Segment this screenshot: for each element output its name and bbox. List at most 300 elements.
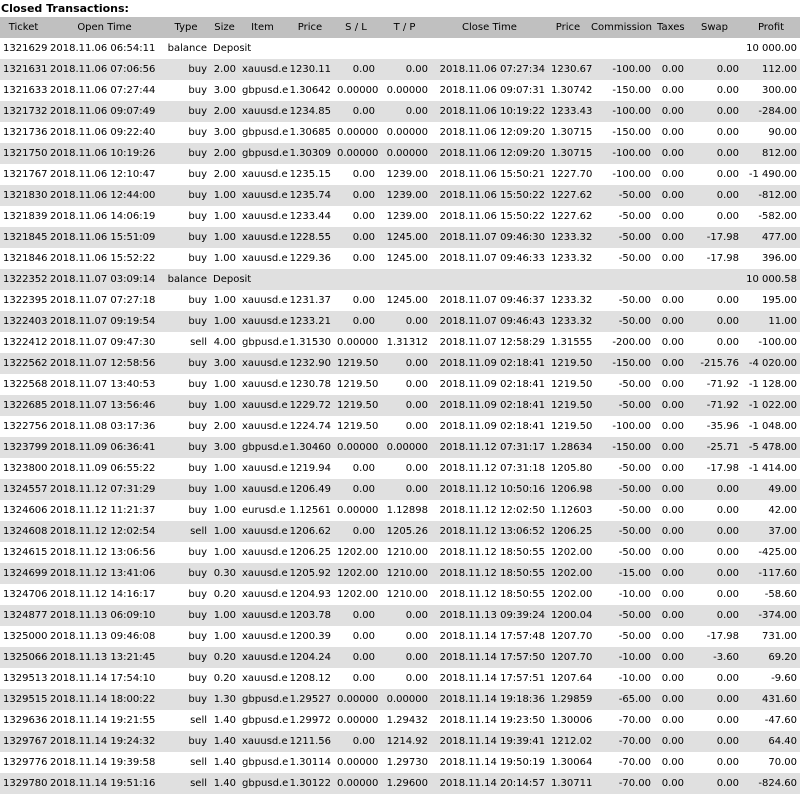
taxes-cell: 0.00: [654, 164, 687, 185]
table-row: [0, 584, 800, 605]
swap-cell: 0.00: [687, 311, 742, 332]
tp-cell: 0.00: [378, 374, 431, 395]
item-cell: gbpusd.e: [239, 437, 286, 458]
item-cell: xauusd.e: [239, 416, 286, 437]
open-time-cell: 2018.11.12 11:21:37: [47, 500, 162, 521]
price-cell: 1211.56: [286, 731, 334, 752]
swap-cell: -3.60: [687, 647, 742, 668]
close-time-cell: 2018.11.07 09:46:30: [431, 227, 548, 248]
profit-cell: -9.60: [742, 668, 800, 689]
tp-cell: 1239.00: [378, 206, 431, 227]
ticket-cell: 1322562: [0, 353, 47, 374]
item-cell: gbpusd.e: [239, 710, 286, 731]
type-cell: buy: [162, 290, 210, 311]
swap-cell: 0.00: [687, 59, 742, 80]
swap-cell: 0.00: [687, 521, 742, 542]
sl-cell: 0.00: [334, 101, 378, 122]
close-time-cell: 2018.11.12 10:50:16: [431, 479, 548, 500]
swap-cell: 0.00: [687, 479, 742, 500]
profit-cell: 112.00: [742, 59, 800, 80]
table-row: [0, 290, 800, 311]
price-cell: 1219.94: [286, 458, 334, 479]
table-header-row: [0, 17, 800, 38]
open-time-cell: 2018.11.06 12:10:47: [47, 164, 162, 185]
column-header-type: Type: [162, 17, 210, 38]
profit-cell: 64.40: [742, 731, 800, 752]
size-cell: 1.00: [210, 311, 239, 332]
item-cell: xauusd.e: [239, 731, 286, 752]
profit-cell: 11.00: [742, 311, 800, 332]
open-time-cell: 2018.11.07 13:40:53: [47, 374, 162, 395]
profit-cell: 49.00: [742, 479, 800, 500]
close-price-cell: 1.30064: [548, 752, 588, 773]
close-price-cell: 1207.64: [548, 668, 588, 689]
sl-cell: 0.00000: [334, 710, 378, 731]
table-row: [0, 332, 800, 353]
taxes-cell: 0.00: [654, 185, 687, 206]
swap-cell: 0.00: [687, 563, 742, 584]
close-price-cell: 1.31555: [548, 332, 588, 353]
commission-cell: -50.00: [588, 479, 654, 500]
price-cell: 1206.49: [286, 479, 334, 500]
price-cell: 1229.36: [286, 248, 334, 269]
open-time-cell: 2018.11.14 19:24:32: [47, 731, 162, 752]
taxes-cell: 0.00: [654, 731, 687, 752]
size-cell: 2.00: [210, 101, 239, 122]
close-time-cell: 2018.11.13 09:39:24: [431, 605, 548, 626]
taxes-cell: 0.00: [654, 458, 687, 479]
commission-cell: -50.00: [588, 521, 654, 542]
close-price-cell: 1202.00: [548, 563, 588, 584]
table-row: [0, 395, 800, 416]
item-cell: xauusd.e: [239, 605, 286, 626]
sl-cell: 0.00: [334, 248, 378, 269]
type-cell: buy: [162, 311, 210, 332]
swap-cell: 0.00: [687, 206, 742, 227]
type-cell: buy: [162, 458, 210, 479]
item-cell: gbpusd.e: [239, 773, 286, 794]
tp-cell: 0.00: [378, 59, 431, 80]
table-row: [0, 101, 800, 122]
close-price-cell: 1202.00: [548, 584, 588, 605]
ticket-cell: 1324608: [0, 521, 47, 542]
commission-cell: -50.00: [588, 395, 654, 416]
profit-cell: 300.00: [742, 80, 800, 101]
item-cell: xauusd.e: [239, 248, 286, 269]
open-time-cell: 2018.11.06 09:07:49: [47, 101, 162, 122]
profit-cell: -117.60: [742, 563, 800, 584]
sl-cell: 1202.00: [334, 542, 378, 563]
size-cell: 1.00: [210, 542, 239, 563]
taxes-cell: 0.00: [654, 584, 687, 605]
sl-cell: 0.00000: [334, 143, 378, 164]
open-time-cell: 2018.11.13 09:46:08: [47, 626, 162, 647]
size-cell: 1.40: [210, 731, 239, 752]
swap-cell: -25.71: [687, 437, 742, 458]
close-price-cell: 1205.80: [548, 458, 588, 479]
commission-cell: -50.00: [588, 458, 654, 479]
item-cell: xauusd.e: [239, 647, 286, 668]
ticket-cell: 1321767: [0, 164, 47, 185]
close-time-cell: 2018.11.14 17:57:51: [431, 668, 548, 689]
commission-cell: -50.00: [588, 626, 654, 647]
type-cell: sell: [162, 773, 210, 794]
profit-cell: -4 020.00: [742, 353, 800, 374]
close-price-cell: 1227.62: [548, 185, 588, 206]
profit-cell: -284.00: [742, 101, 800, 122]
ticket-cell: 1321736: [0, 122, 47, 143]
open-time-cell: 2018.11.06 15:51:09: [47, 227, 162, 248]
column-header-sl: S / L: [334, 17, 378, 38]
type-cell: buy: [162, 479, 210, 500]
swap-cell: -17.98: [687, 227, 742, 248]
taxes-cell: 0.00: [654, 353, 687, 374]
taxes-cell: 0.00: [654, 668, 687, 689]
table-row: [0, 689, 800, 710]
close-time-cell: 2018.11.14 17:57:48: [431, 626, 548, 647]
swap-cell: -35.96: [687, 416, 742, 437]
price-cell: 1235.15: [286, 164, 334, 185]
type-cell: buy: [162, 500, 210, 521]
price-cell: 1203.78: [286, 605, 334, 626]
ticket-cell: 1324699: [0, 563, 47, 584]
close-time-cell: 2018.11.06 09:07:31: [431, 80, 548, 101]
taxes-cell: 0.00: [654, 521, 687, 542]
sl-cell: 0.00: [334, 626, 378, 647]
close-price-cell: 1233.32: [548, 290, 588, 311]
ticket-cell: 1324706: [0, 584, 47, 605]
table-row: [0, 668, 800, 689]
swap-cell: 0.00: [687, 731, 742, 752]
price-cell: 1.30114: [286, 752, 334, 773]
type-cell: buy: [162, 101, 210, 122]
profit-cell: -1 490.00: [742, 164, 800, 185]
close-time-cell: 2018.11.14 19:23:50: [431, 710, 548, 731]
open-time-cell: 2018.11.06 07:06:56: [47, 59, 162, 80]
size-cell: 1.40: [210, 752, 239, 773]
tp-cell: 0.00000: [378, 80, 431, 101]
close-time-cell: 2018.11.14 17:57:50: [431, 647, 548, 668]
tp-cell: 1205.26: [378, 521, 431, 542]
price-cell: 1234.85: [286, 101, 334, 122]
tp-cell: 1245.00: [378, 290, 431, 311]
commission-cell: -50.00: [588, 227, 654, 248]
profit-cell: -582.00: [742, 206, 800, 227]
taxes-cell: 0.00: [654, 332, 687, 353]
open-time-cell: 2018.11.09 06:55:22: [47, 458, 162, 479]
sl-cell: 1219.50: [334, 353, 378, 374]
type-cell: buy: [162, 206, 210, 227]
close-time-cell: 2018.11.07 12:58:29: [431, 332, 548, 353]
close-time-cell: 2018.11.06 07:27:34: [431, 59, 548, 80]
profit-cell: 812.00: [742, 143, 800, 164]
open-time-cell: 2018.11.14 18:00:22: [47, 689, 162, 710]
column-header-item: Item: [239, 17, 286, 38]
item-cell: xauusd.e: [239, 164, 286, 185]
taxes-cell: 0.00: [654, 500, 687, 521]
swap-cell: 0.00: [687, 164, 742, 185]
size-cell: 1.00: [210, 479, 239, 500]
taxes-cell: 0.00: [654, 710, 687, 731]
type-cell: buy: [162, 437, 210, 458]
type-cell: buy: [162, 143, 210, 164]
taxes-cell: 0.00: [654, 227, 687, 248]
table-row: [0, 710, 800, 731]
profit-cell: -5 478.00: [742, 437, 800, 458]
column-header-tp: T / P: [378, 17, 431, 38]
open-time-cell: 2018.11.06 10:19:26: [47, 143, 162, 164]
sl-cell: 0.00000: [334, 80, 378, 101]
close-price-cell: 1206.25: [548, 521, 588, 542]
section-title: Closed Transactions:: [1, 2, 129, 15]
type-cell: buy: [162, 185, 210, 206]
size-cell: 2.00: [210, 143, 239, 164]
close-time-cell: 2018.11.06 12:09:20: [431, 143, 548, 164]
price-cell: 1204.24: [286, 647, 334, 668]
price-cell: 1204.93: [286, 584, 334, 605]
price-cell: 1.31530: [286, 332, 334, 353]
swap-cell: 0.00: [687, 122, 742, 143]
price-cell: 1.30642: [286, 80, 334, 101]
sl-cell: 1202.00: [334, 584, 378, 605]
open-time-cell: 2018.11.06 14:06:19: [47, 206, 162, 227]
commission-cell: -100.00: [588, 416, 654, 437]
ticket-cell: 1329636: [0, 710, 47, 731]
sl-cell: 1202.00: [334, 563, 378, 584]
close-price-cell: 1219.50: [548, 395, 588, 416]
commission-cell: -70.00: [588, 710, 654, 731]
close-time-cell: 2018.11.14 19:50:19: [431, 752, 548, 773]
swap-cell: 0.00: [687, 584, 742, 605]
taxes-cell: 0.00: [654, 647, 687, 668]
ticket-cell: 1329515: [0, 689, 47, 710]
size-cell: 1.00: [210, 521, 239, 542]
table-row: [0, 563, 800, 584]
tp-cell: 0.00: [378, 416, 431, 437]
swap-cell: 0.00: [687, 143, 742, 164]
taxes-cell: 0.00: [654, 395, 687, 416]
commission-cell: -50.00: [588, 290, 654, 311]
table-row: [0, 80, 800, 101]
open-time-cell: 2018.11.07 12:58:56: [47, 353, 162, 374]
tp-cell: 1245.00: [378, 227, 431, 248]
size-cell: 1.30: [210, 689, 239, 710]
item-cell: xauusd.e: [239, 101, 286, 122]
sl-cell: 0.00000: [334, 752, 378, 773]
close-time-cell: 2018.11.07 09:46:37: [431, 290, 548, 311]
open-time-cell: 2018.11.13 06:09:10: [47, 605, 162, 626]
ticket-cell: 1321629: [0, 38, 47, 59]
profit-cell: 731.00: [742, 626, 800, 647]
close-price-cell: 1233.32: [548, 248, 588, 269]
size-cell: 1.00: [210, 395, 239, 416]
item-cell: xauusd.e: [239, 395, 286, 416]
size-cell: 0.20: [210, 647, 239, 668]
open-time-cell: 2018.11.12 13:06:56: [47, 542, 162, 563]
size-cell: 0.20: [210, 668, 239, 689]
sl-cell: 0.00: [334, 206, 378, 227]
swap-cell: 0.00: [687, 500, 742, 521]
table-row: [0, 269, 800, 290]
ticket-cell: 1322412: [0, 332, 47, 353]
item-cell: gbpusd.e: [239, 689, 286, 710]
close-price-cell: 1207.70: [548, 647, 588, 668]
close-time-cell: 2018.11.09 02:18:41: [431, 374, 548, 395]
tp-cell: 1.29600: [378, 773, 431, 794]
type-cell: buy: [162, 248, 210, 269]
tp-cell: 1210.00: [378, 584, 431, 605]
ticket-cell: 1324606: [0, 500, 47, 521]
tp-cell: 0.00: [378, 101, 431, 122]
ticket-cell: 1321846: [0, 248, 47, 269]
price-cell: 1228.55: [286, 227, 334, 248]
profit-cell: 90.00: [742, 122, 800, 143]
table-row: [0, 521, 800, 542]
taxes-cell: 0.00: [654, 542, 687, 563]
sl-cell: 0.00000: [334, 332, 378, 353]
size-cell: 1.00: [210, 227, 239, 248]
tp-cell: 1210.00: [378, 563, 431, 584]
size-cell: 1.00: [210, 185, 239, 206]
table-row: [0, 458, 800, 479]
item-cell: xauusd.e: [239, 227, 286, 248]
profit-cell: -1 414.00: [742, 458, 800, 479]
ticket-cell: 1321845: [0, 227, 47, 248]
sl-cell: 0.00: [334, 290, 378, 311]
column-header-taxes: Taxes: [654, 17, 687, 38]
commission-cell: -150.00: [588, 353, 654, 374]
price-cell: 1235.74: [286, 185, 334, 206]
taxes-cell: 0.00: [654, 773, 687, 794]
swap-cell: -17.98: [687, 458, 742, 479]
sl-cell: 1219.50: [334, 416, 378, 437]
close-time-cell: 2018.11.06 15:50:22: [431, 206, 548, 227]
ticket-cell: 1324615: [0, 542, 47, 563]
close-time-cell: 2018.11.12 18:50:55: [431, 563, 548, 584]
price-cell: 1.30685: [286, 122, 334, 143]
taxes-cell: 0.00: [654, 416, 687, 437]
close-time-cell: 2018.11.12 18:50:55: [431, 542, 548, 563]
table-row: [0, 185, 800, 206]
column-header-commission: Commission: [588, 17, 654, 38]
table-row: [0, 479, 800, 500]
tp-cell: 1.12898: [378, 500, 431, 521]
open-time-cell: 2018.11.09 06:36:41: [47, 437, 162, 458]
taxes-cell: 0.00: [654, 248, 687, 269]
profit-cell: 396.00: [742, 248, 800, 269]
close-time-cell: 2018.11.06 15:50:21: [431, 164, 548, 185]
tp-cell: 0.00: [378, 311, 431, 332]
sl-cell: 0.00000: [334, 500, 378, 521]
table-row: [0, 773, 800, 794]
type-cell: buy: [162, 563, 210, 584]
profit-cell: 10 000.00: [742, 38, 800, 59]
swap-cell: 0.00: [687, 101, 742, 122]
column-header-open-time: Open Time: [47, 17, 162, 38]
close-price-cell: 1207.70: [548, 626, 588, 647]
close-price-cell: 1.30742: [548, 80, 588, 101]
type-cell: buy: [162, 689, 210, 710]
table-row: [0, 374, 800, 395]
tp-cell: 0.00: [378, 395, 431, 416]
item-cell: xauusd.e: [239, 521, 286, 542]
price-cell: 1208.12: [286, 668, 334, 689]
item-cell: xauusd.e: [239, 479, 286, 500]
table-row: [0, 647, 800, 668]
type-cell: buy: [162, 647, 210, 668]
commission-cell: -10.00: [588, 647, 654, 668]
item-cell: xauusd.e: [239, 458, 286, 479]
commission-cell: -50.00: [588, 248, 654, 269]
close-time-cell: 2018.11.09 02:18:41: [431, 353, 548, 374]
tp-cell: 0.00: [378, 605, 431, 626]
commission-cell: -100.00: [588, 101, 654, 122]
profit-cell: -812.00: [742, 185, 800, 206]
tp-cell: 1210.00: [378, 542, 431, 563]
size-cell: 1.00: [210, 458, 239, 479]
profit-cell: 10 000.58: [742, 269, 800, 290]
close-time-cell: 2018.11.14 19:39:41: [431, 731, 548, 752]
profit-cell: 37.00: [742, 521, 800, 542]
commission-cell: -70.00: [588, 731, 654, 752]
table-row: [0, 38, 800, 59]
taxes-cell: 0.00: [654, 605, 687, 626]
ticket-cell: 1321732: [0, 101, 47, 122]
swap-cell: 0.00: [687, 80, 742, 101]
price-cell: 1.30122: [286, 773, 334, 794]
size-cell: 1.00: [210, 290, 239, 311]
profit-cell: -100.00: [742, 332, 800, 353]
commission-cell: -70.00: [588, 773, 654, 794]
table-row: [0, 206, 800, 227]
profit-cell: 69.20: [742, 647, 800, 668]
tp-cell: 1.29432: [378, 710, 431, 731]
column-header-close-price: Price: [548, 17, 588, 38]
size-cell: 1.00: [210, 248, 239, 269]
close-time-cell: 2018.11.14 20:14:57: [431, 773, 548, 794]
type-cell: buy: [162, 374, 210, 395]
price-cell: 1230.78: [286, 374, 334, 395]
close-time-cell: 2018.11.07 09:46:33: [431, 248, 548, 269]
type-cell: buy: [162, 416, 210, 437]
close-time-cell: 2018.11.06 12:09:20: [431, 122, 548, 143]
close-price-cell: 1206.98: [548, 479, 588, 500]
close-price-cell: 1.12603: [548, 500, 588, 521]
type-cell: sell: [162, 521, 210, 542]
taxes-cell: 0.00: [654, 563, 687, 584]
close-price-cell: 1219.50: [548, 374, 588, 395]
sl-cell: 1219.50: [334, 395, 378, 416]
close-price-cell: 1.29859: [548, 689, 588, 710]
close-time-cell: 2018.11.09 02:18:41: [431, 416, 548, 437]
taxes-cell: 0.00: [654, 374, 687, 395]
size-cell: 3.00: [210, 353, 239, 374]
item-cell: gbpusd.e: [239, 752, 286, 773]
size-cell: 1.40: [210, 773, 239, 794]
item-cell: eurusd.e: [239, 500, 286, 521]
open-time-cell: 2018.11.12 13:41:06: [47, 563, 162, 584]
column-header-size: Size: [210, 17, 239, 38]
swap-cell: -17.98: [687, 248, 742, 269]
table-row: [0, 500, 800, 521]
taxes-cell: 0.00: [654, 626, 687, 647]
close-time-cell: 2018.11.06 10:19:22: [431, 101, 548, 122]
swap-cell: -17.98: [687, 626, 742, 647]
item-cell: xauusd.e: [239, 59, 286, 80]
ticket-cell: 1324557: [0, 479, 47, 500]
sl-cell: 0.00: [334, 647, 378, 668]
profit-cell: -425.00: [742, 542, 800, 563]
